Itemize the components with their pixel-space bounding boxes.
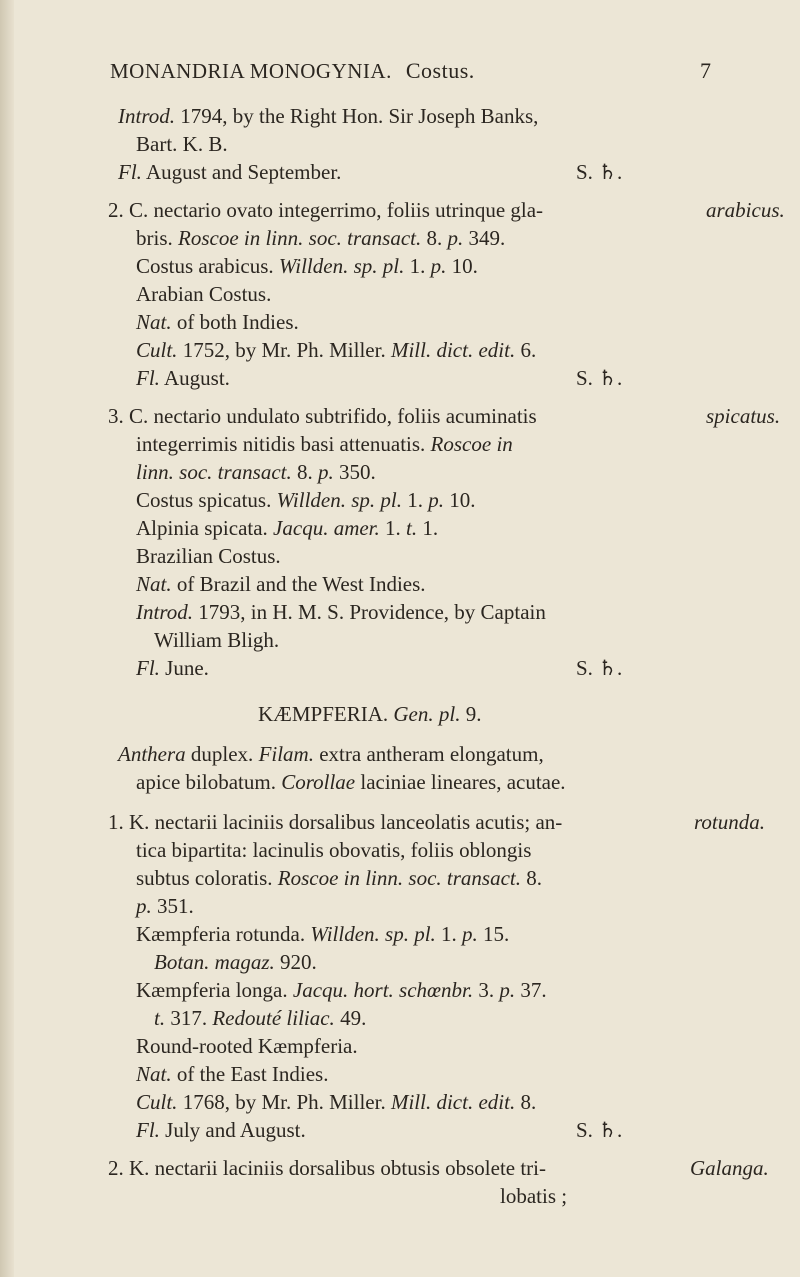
- species-diagnosis: 1. K. nectarii laciniis dorsalibus lanceolatis acutis; an-: [108, 810, 563, 834]
- header-title: MONANDRIA MONOGYNIA.: [110, 59, 392, 83]
- text-line: Fl. August.: [136, 366, 230, 390]
- sign-text: S. ♄.: [576, 366, 623, 390]
- page-gutter: [0, 0, 14, 1277]
- text-line: Alpinia spicata. Jacqu. amer. 1. t. 1.: [136, 516, 439, 540]
- text-line: subtus coloratis. Roscoe in linn. soc. transact. 8.: [136, 866, 542, 890]
- text-line: Costus spicatus. Willden. sp. pl. 1. p. 10.: [136, 488, 476, 512]
- species-diagnosis: 2. C. nectario ovato integerrimo, foliis utrinque gla-: [108, 198, 544, 222]
- text-line: Kæmpferia longa. Jacqu. hort. schœnbr. 3. p. 37.: [136, 978, 547, 1002]
- text-line: Round-rooted Kæmpferia.: [136, 1034, 358, 1058]
- margin-species-name: Galanga.: [690, 1156, 769, 1180]
- text-line: Fl. June.: [136, 656, 209, 680]
- text-line: bris. Roscoe in linn. soc. transact. 8. p. 349.: [136, 226, 506, 250]
- text-line: integerrimis nitidis basi attenuatis. Roscoe in: [136, 432, 513, 456]
- text-line: Introd. 1793, in H. M. S. Providence, by Captain: [136, 600, 546, 624]
- text-line: Nat. of Brazil and the West Indies.: [136, 572, 426, 596]
- text-line: Botan. magaz. 920.: [154, 950, 317, 974]
- text-line: Cult. 1768, by Mr. Ph. Miller. Mill. dict. edit. 8.: [136, 1090, 537, 1114]
- text-line: William Bligh.: [154, 628, 280, 652]
- margin-species-name: spicatus.: [706, 404, 781, 428]
- text-line: linn. soc. transact. 8. p. 350.: [136, 460, 376, 484]
- text-line: Fl. July and August.: [136, 1118, 306, 1142]
- text-line: Fl. August and September.: [118, 160, 342, 184]
- text-line: Brazilian Costus.: [136, 544, 281, 568]
- header-genus: Costus.: [405, 58, 475, 83]
- text-line: lobatis ;: [500, 1184, 568, 1208]
- running-header: [110, 58, 710, 84]
- text-line: Kæmpferia rotunda. Willden. sp. pl. 1. p. 15.: [136, 922, 510, 946]
- species-diagnosis: 2. K. nectarii laciniis dorsalibus obtusis obsolete tri-: [108, 1156, 547, 1180]
- margin-species-name: rotunda.: [694, 810, 765, 834]
- text-line: Nat. of the East Indies.: [136, 1062, 329, 1086]
- genus-description: apice bilobatum. Corollae laciniae lineares, acutae.: [136, 770, 566, 794]
- text-line: tica bipartita: lacinulis obovatis, foliis oblongis: [136, 838, 532, 862]
- species-diagnosis: 3. C. nectario undulato subtrifido, foliis acuminatis: [108, 404, 537, 428]
- sign-text: S. ♄.: [576, 1118, 623, 1142]
- text-line: Introd. 1794, by the Right Hon. Sir Joseph Banks,: [118, 104, 539, 128]
- text-line: Cult. 1752, by Mr. Ph. Miller. Mill. dict. edit. 6.: [136, 338, 537, 362]
- text-line: t. 317. Redouté liliac. 49.: [154, 1006, 367, 1030]
- sign-text: S. ♄.: [576, 160, 623, 184]
- text-line: Costus arabicus. Willden. sp. pl. 1. p. 10.: [136, 254, 478, 278]
- text-line: Arabian Costus.: [136, 282, 272, 306]
- genus-description: Anthera duplex. Filam. extra antheram elongatum,: [118, 742, 544, 766]
- page-number: 7: [700, 58, 712, 83]
- text-line: p. 351.: [136, 894, 194, 918]
- sign-text: S. ♄.: [576, 656, 623, 680]
- margin-species-name: arabicus.: [706, 198, 785, 222]
- text-line: Bart. K. B.: [136, 132, 228, 156]
- text-line: Nat. of both Indies.: [136, 310, 299, 334]
- genus-heading: KÆMPFERIA. Gen. pl. 9.: [258, 702, 482, 726]
